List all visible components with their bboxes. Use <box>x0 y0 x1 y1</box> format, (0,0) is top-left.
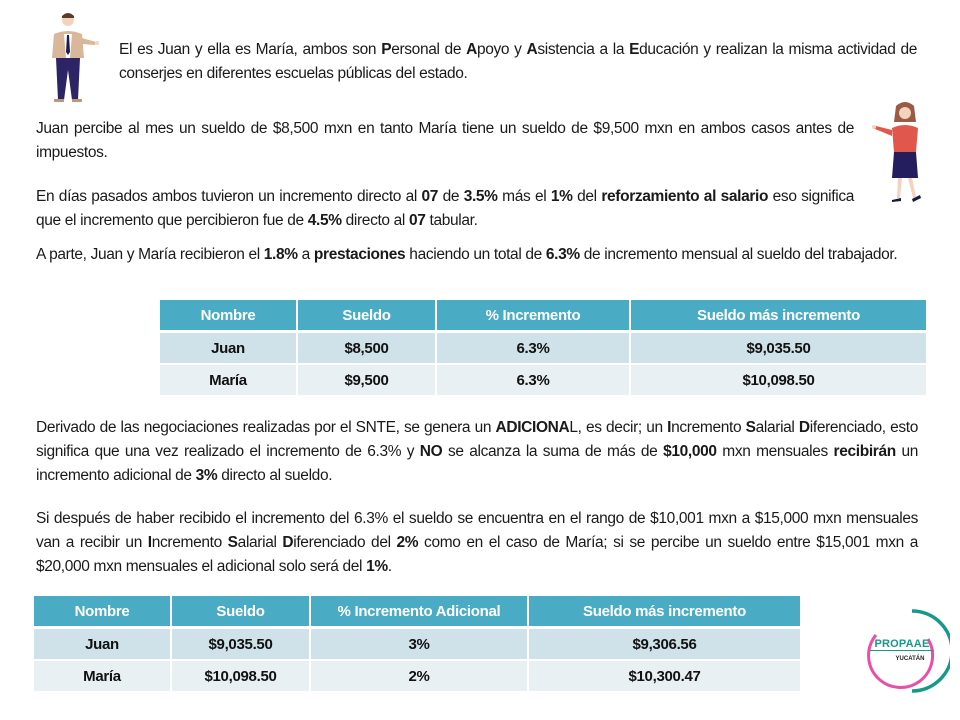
table-cell: $9,306.56 <box>528 628 800 661</box>
bold-text: NO <box>419 443 443 460</box>
bold-text: 4.5% <box>307 212 342 229</box>
bold-text: 1% <box>366 558 388 575</box>
maria-head <box>899 107 911 119</box>
bold-text: S <box>745 419 756 436</box>
table-cell: 6.3% <box>436 364 630 396</box>
table-cell: $9,500 <box>297 364 436 396</box>
bold-text: 1.8% <box>263 246 298 263</box>
table-cell: $10,098.50 <box>171 660 310 692</box>
column-header: % Incremento <box>436 300 630 332</box>
text: En días pasados ambos tuvieron un incremento directo al <box>36 188 422 205</box>
text: se alcanza la suma de más de <box>442 443 664 460</box>
bold-text: I <box>667 419 672 436</box>
benefits-paragraph <box>36 243 918 267</box>
text: poyo y <box>476 41 527 58</box>
text: un incremento adicional de <box>36 443 919 484</box>
column-header: Nombre <box>160 300 297 332</box>
text: mxn mensuales <box>716 443 834 460</box>
bold-text: D <box>282 534 294 551</box>
bold-text: 1% <box>550 188 573 205</box>
text: de incremento mensual al sueldo del trabajador. <box>579 246 898 263</box>
table-row <box>160 364 926 396</box>
text: A parte, Juan y María recibieron el <box>36 246 264 263</box>
maria-illustration <box>870 100 940 205</box>
table-cell: $9,035.50 <box>630 332 926 365</box>
table-cell: Juan <box>160 332 297 365</box>
increase-paragraph <box>36 185 854 233</box>
text: alarial <box>755 419 799 436</box>
table-cell: María <box>160 364 297 396</box>
text: L, es decir; un <box>569 419 668 436</box>
text: Si después de haber recibido el incremento del 6.3% el sueldo se encuentra en el rango de $10,001 mxn a $15,000 mxn mensuales van a recibir un <box>36 510 918 551</box>
text: El es Juan y ella es María, ambos son <box>119 41 382 58</box>
bold-text: 07 <box>421 188 439 205</box>
table-cell: Juan <box>34 628 171 661</box>
text: ersonal de <box>391 41 467 58</box>
bold-text: A <box>526 41 538 58</box>
bold-text: P <box>381 41 392 58</box>
table-cell: $8,500 <box>297 332 436 365</box>
bold-text: E <box>629 41 640 58</box>
bold-text: D <box>798 419 810 436</box>
text: haciendo un total de <box>405 246 546 263</box>
text: ncremento <box>151 534 228 551</box>
column-header: Sueldo más incremento <box>528 596 800 628</box>
text: iferenciado, esto significa que una vez realizado el incremento de 6.3% y <box>36 419 918 460</box>
propaae-logo <box>862 605 950 697</box>
text: como en el caso de María; si se percibe un sueldo entre $15,001 mxn a $20,000 mxn mensuales el adicional solo será del <box>36 534 918 575</box>
text: de <box>438 188 464 205</box>
table-cell: 2% <box>310 660 528 692</box>
bold-text: 3% <box>195 467 218 484</box>
increment-table <box>160 300 926 397</box>
table-cell: $10,300.47 <box>528 660 800 692</box>
column-header: Sueldo <box>297 300 436 332</box>
column-header: Sueldo más incremento <box>630 300 926 332</box>
maria-blouse <box>892 125 918 152</box>
text: ncremento <box>671 419 746 436</box>
text: iferenciado del <box>293 534 397 551</box>
column-header: Sueldo <box>171 596 310 628</box>
bold-text: 2% <box>396 534 419 551</box>
text: tabular. <box>425 212 478 229</box>
bold-text: 3.5% <box>463 188 498 205</box>
juan-illustration <box>20 8 100 103</box>
additional-increment-table <box>34 596 800 693</box>
text: más el <box>497 188 551 205</box>
bold-text: $10,000 <box>663 443 717 460</box>
text: ducación y realizan la misma actividad de conserjes en diferentes escuelas públicas del estado. <box>119 41 917 82</box>
text: directo al <box>341 212 409 229</box>
column-header: Nombre <box>34 596 171 628</box>
text: directo al sueldo. <box>217 467 333 484</box>
bold-text: S <box>227 534 238 551</box>
text: a <box>297 246 314 263</box>
table-row <box>160 332 926 365</box>
table-header-row <box>34 596 800 628</box>
adicional-paragraph <box>36 416 918 488</box>
bold-text: 07 <box>408 212 426 229</box>
logo-title: PROPAAE <box>870 638 934 651</box>
table-row <box>34 660 800 692</box>
table-cell: 6.3% <box>436 332 630 365</box>
logo-subtitle: YUCATÁN <box>895 656 925 662</box>
text: eso significa que el incremento que percibieron fue de <box>36 188 854 229</box>
intro-paragraph <box>119 38 917 86</box>
table-cell: $9,035.50 <box>171 628 310 661</box>
bold-text: I <box>147 534 152 551</box>
salary-paragraph <box>36 117 854 165</box>
juan-pants <box>56 58 80 100</box>
text: sistencia a la <box>537 41 630 58</box>
table-cell: 3% <box>310 628 528 661</box>
text: Juan percibe al mes un sueldo de $8,500 mxn en tanto María tiene un sueldo de $9,500 mxn en ambos casos antes de impuestos. <box>36 120 854 161</box>
table-row <box>34 628 800 661</box>
bold-text: prestaciones <box>313 246 406 263</box>
maria-skirt <box>892 152 918 178</box>
text: . <box>387 558 392 575</box>
bold-text: 6.3% <box>545 246 580 263</box>
column-header: % Incremento Adicional <box>310 596 528 628</box>
bold-text: reforzamiento al salario <box>601 188 769 205</box>
text: alarial <box>237 534 283 551</box>
range-paragraph <box>36 507 918 579</box>
logo-rings-icon <box>862 605 950 697</box>
table-cell: $10,098.50 <box>630 364 926 396</box>
table-cell: María <box>34 660 171 692</box>
text: Derivado de las negociaciones realizadas por el SNTE, se genera un <box>36 419 496 436</box>
bold-text: recibirán <box>833 443 896 460</box>
table-header-row <box>160 300 926 332</box>
bold-text: ADICIONA <box>495 419 570 436</box>
bold-text: A <box>466 41 477 58</box>
text: del <box>572 188 602 205</box>
